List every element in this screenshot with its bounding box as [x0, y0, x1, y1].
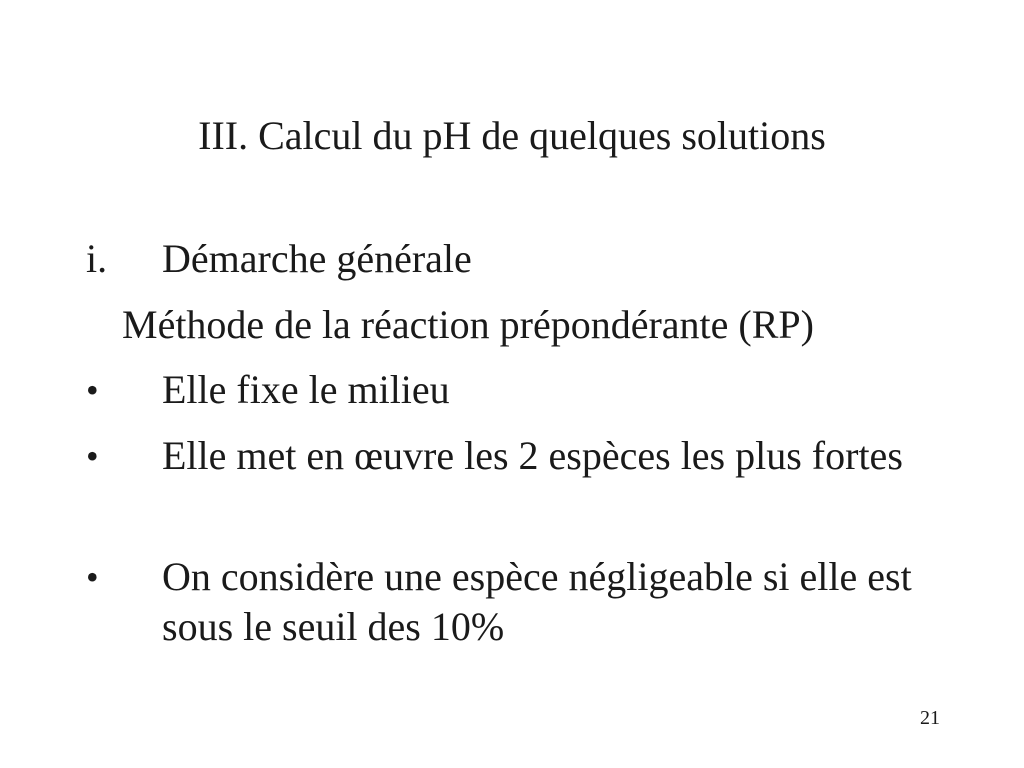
section-heading — [0, 234, 1024, 284]
bullet-text: On considère une espèce négligeable si elle est sous le seuil des 10% — [162, 554, 912, 649]
bullet-text: Elle met en œuvre les 2 espèces les plus fortes — [162, 433, 903, 478]
page-number: 21 — [920, 707, 940, 729]
bullet-item — [0, 365, 1024, 415]
slide-title: III. Calcul du pH de quelques solutions — [198, 113, 826, 158]
section-marker: i. — [86, 236, 108, 281]
bullet-text: Elle fixe le milieu — [162, 367, 450, 412]
section-text: Démarche générale — [162, 236, 472, 281]
bullet-marker: • — [86, 370, 99, 410]
bullet-marker: • — [86, 436, 99, 476]
method-line — [0, 300, 1024, 350]
bullet-item — [0, 431, 1024, 531]
bullet-item — [0, 552, 1024, 652]
bullet-marker: • — [86, 557, 99, 597]
method-text: Méthode de la réaction prépondérante (RP) — [122, 302, 814, 347]
